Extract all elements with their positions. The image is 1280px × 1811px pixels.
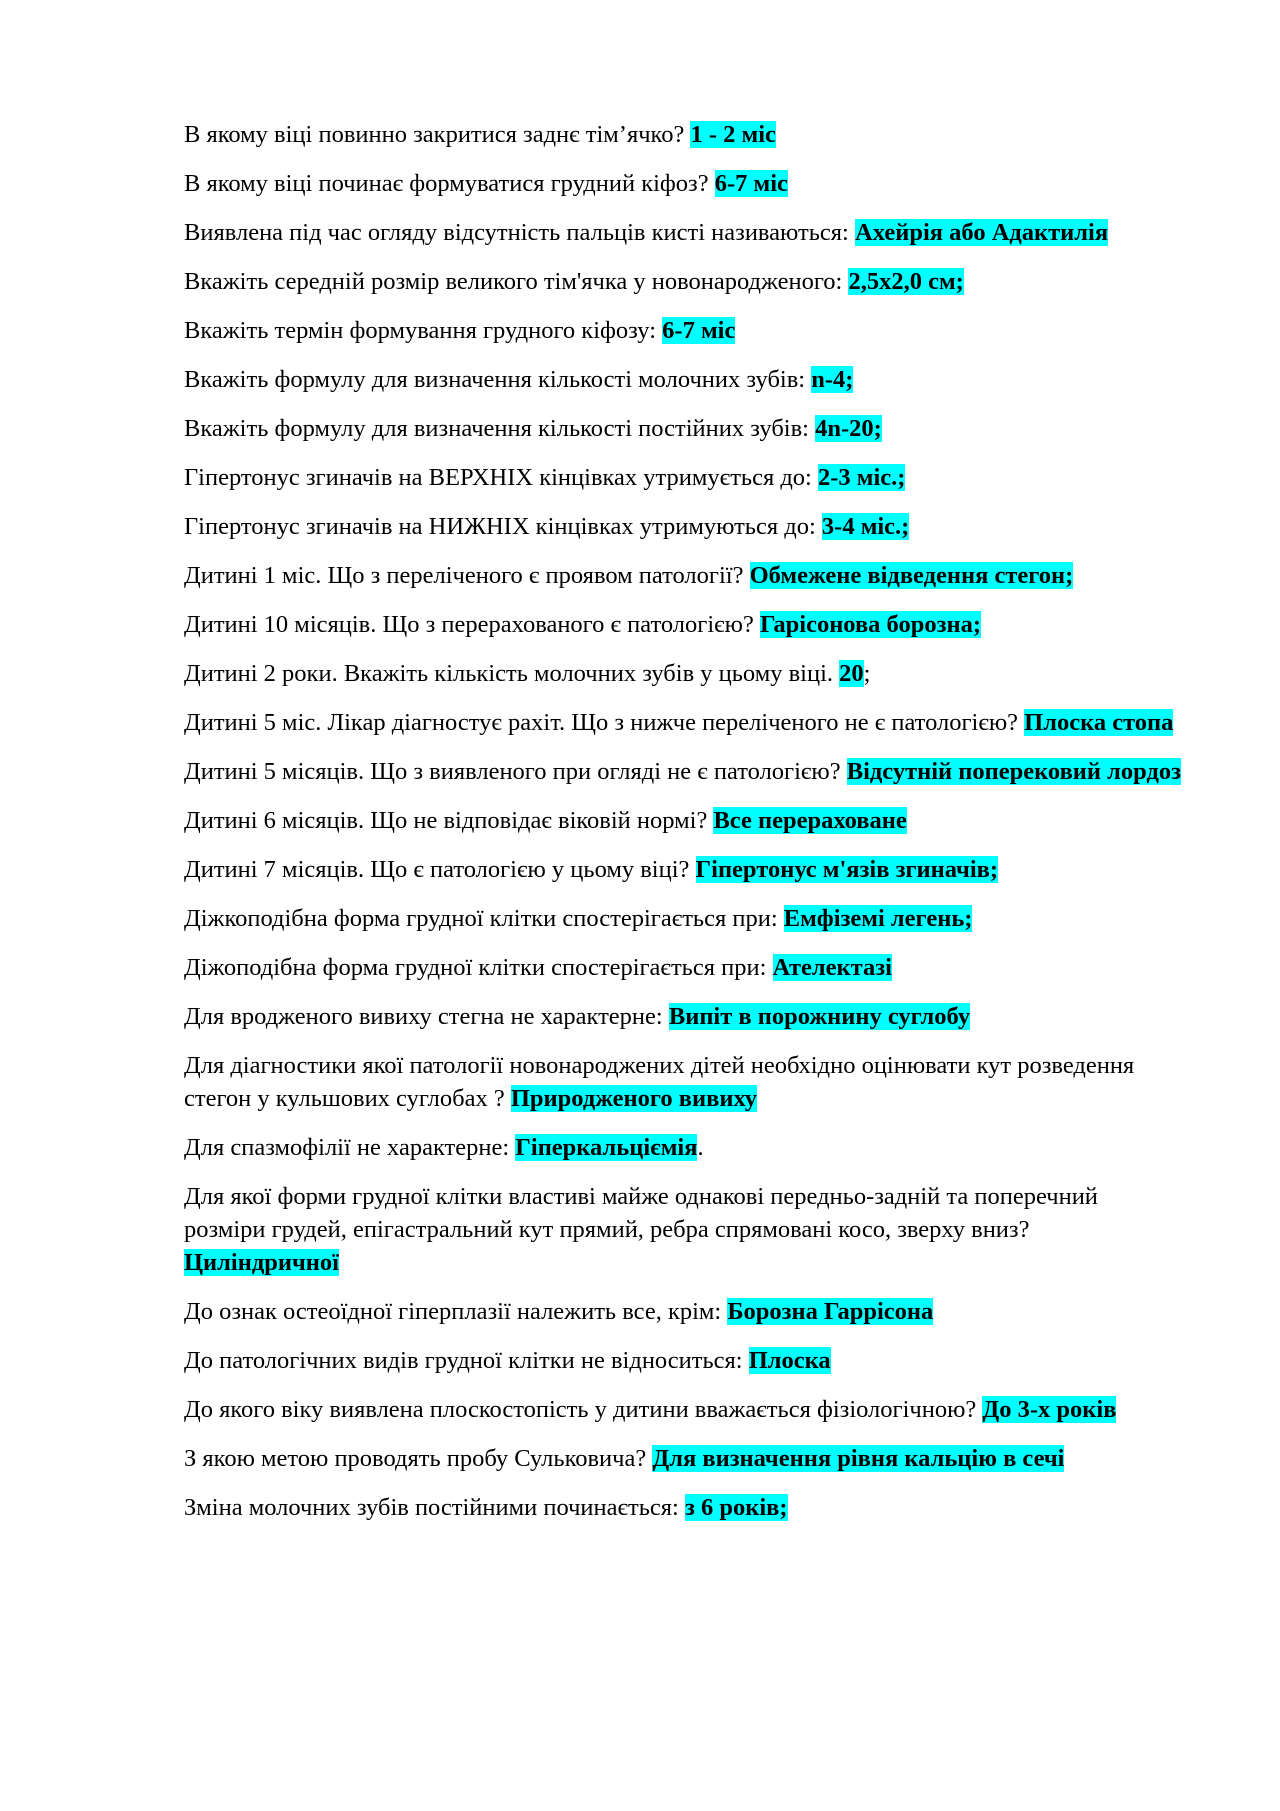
question-text: Для якої форми грудної клітки властиві майже однакові передньо-задній та поперечний розміри грудей, епігастральний кут прямий, ребра спрямовані косо, зверху вниз? xyxy=(184,1183,1098,1243)
question-text: Дитині 1 міс. Що з переліченого є проявом патології? xyxy=(184,562,750,589)
qa-item xyxy=(184,1131,1184,1164)
qa-item xyxy=(184,1491,1184,1524)
question-text: В якому віці повинно закритися заднє тім’ячко? xyxy=(184,121,691,148)
qa-list xyxy=(184,118,1184,1540)
qa-item xyxy=(184,510,1184,543)
answer-highlight: Гарісонова борозна; xyxy=(759,611,981,638)
answer-highlight: Борозна Гаррісона xyxy=(727,1298,934,1325)
answer-highlight: Все перераховане xyxy=(713,807,907,834)
answer-highlight: Випіт в порожнину суглобу xyxy=(668,1003,971,1030)
question-text: До патологічних видів грудної клітки не відноситься: xyxy=(184,1347,749,1374)
answer-highlight: Відсутній поперековий лордоз xyxy=(846,758,1181,785)
qa-item xyxy=(184,608,1184,641)
question-text: До ознак остеоїдної гіперплазії належить все, крім: xyxy=(184,1298,728,1325)
qa-item xyxy=(184,1180,1184,1279)
question-text: Для вродженого вивиху стегна не характерне: xyxy=(184,1003,669,1030)
question-text: Діжкоподібна форма грудної клітки спостерігається при: xyxy=(184,905,784,932)
qa-item xyxy=(184,1344,1184,1377)
question-text: Дитині 5 місяців. Що з виявленого при огляді не є патологією? xyxy=(184,758,847,785)
answer-highlight: 1 - 2 міс xyxy=(690,121,776,148)
qa-item xyxy=(184,363,1184,396)
qa-item xyxy=(184,1393,1184,1426)
answer-highlight: До 3-х років xyxy=(982,1396,1117,1423)
qa-item xyxy=(184,657,1184,690)
question-text: Зміна молочних зубів постійними починається: xyxy=(184,1494,685,1521)
answer-highlight: Для визначення рівня кальцію в сечі xyxy=(652,1445,1065,1472)
question-text: Для діагностики якої патології новонароджених дітей необхідно оцінювати кут розведення стегон у кульшових суглобах ? xyxy=(184,1052,1135,1112)
qa-item xyxy=(184,265,1184,298)
answer-highlight: 2-3 міс.; xyxy=(818,464,906,491)
answer-highlight: n-4; xyxy=(811,366,854,393)
answer-highlight: 6-7 міс xyxy=(662,317,736,344)
question-text: Дитині 6 місяців. Що не відповідає віковій нормі? xyxy=(184,807,714,834)
question-text: Дитині 7 місяців. Що є патологією у цьому віці? xyxy=(184,856,696,883)
qa-item xyxy=(184,1295,1184,1328)
answer-highlight: Плоска xyxy=(748,1347,831,1374)
answer-highlight: Природженого вивиху xyxy=(510,1085,758,1112)
qa-item xyxy=(184,951,1184,984)
qa-item xyxy=(184,461,1184,494)
qa-item xyxy=(184,314,1184,347)
question-text: Вкажіть формулу для визначення кількості постійних зубів: xyxy=(184,415,816,442)
question-text: З якою метою проводять пробу Сульковича? xyxy=(184,1445,653,1472)
answer-highlight: 2,5х2,0 см; xyxy=(848,268,964,295)
answer-highlight: з 6 років; xyxy=(685,1494,788,1521)
trailing-punctuation: ; xyxy=(863,660,871,687)
question-text: Вкажіть формулу для визначення кількості молочних зубів: xyxy=(184,366,812,393)
question-text: Виявлена під час огляду відсутність пальців кисті називаються: xyxy=(184,219,855,246)
answer-highlight: 3-4 міс.; xyxy=(821,513,910,540)
qa-item xyxy=(184,1442,1184,1475)
answer-highlight: 20 xyxy=(839,660,864,687)
qa-item xyxy=(184,902,1184,935)
question-text: Діжоподібна форма грудної клітки спостерігається при: xyxy=(184,954,773,981)
qa-item xyxy=(184,853,1184,886)
qa-item xyxy=(184,804,1184,837)
answer-highlight: 4n-20; xyxy=(815,415,882,442)
question-text: Гіпертонус згиначів на ВЕРХНІХ кінцівках утримується до: xyxy=(184,464,818,491)
qa-item xyxy=(184,559,1184,592)
question-text: Вкажіть термін формування грудного кіфозу: xyxy=(184,317,663,344)
qa-item xyxy=(184,1000,1184,1033)
question-text: До якого віку виявлена плоскостопість у дитини вважається фізіологічною? xyxy=(184,1396,983,1423)
question-text: Вкажіть середній розмір великого тім'ячка у новонародженого: xyxy=(184,268,849,295)
qa-item xyxy=(184,755,1184,788)
qa-item xyxy=(184,118,1184,151)
answer-highlight: Емфіземі легень; xyxy=(783,905,973,932)
qa-item xyxy=(184,412,1184,445)
qa-item xyxy=(184,216,1184,249)
question-text: В якому віці починає формуватися грудний кіфоз? xyxy=(184,170,715,197)
qa-item xyxy=(184,706,1184,739)
trailing-punctuation: . xyxy=(697,1134,704,1161)
question-text: Для спазмофілії не характерне: xyxy=(184,1134,516,1161)
qa-item xyxy=(184,1049,1184,1115)
answer-highlight: Гіперкальціємія xyxy=(515,1134,698,1161)
answer-highlight: Ахейрія або Адактилія xyxy=(855,219,1109,246)
question-text: Дитині 2 роки. Вкажіть кількість молочних зубів у цьому віці. xyxy=(184,660,840,687)
answer-highlight: Плоска стопа xyxy=(1024,709,1174,736)
answer-highlight: Гіпертонус м'язів згиначів; xyxy=(695,856,999,883)
question-text: Дитині 5 міс. Лікар діагностує рахіт. Що з нижче переліченого не є патологією? xyxy=(184,709,1025,736)
answer-highlight: Циліндричної xyxy=(184,1249,339,1276)
qa-item xyxy=(184,167,1184,200)
answer-highlight: 6-7 міс xyxy=(714,170,788,197)
question-text: Гіпертонус згиначів на НИЖНІХ кінцівках утримуються до: xyxy=(184,513,822,540)
answer-highlight: Ателектазі xyxy=(772,954,892,981)
answer-highlight: Обмежене відведення стегон; xyxy=(749,562,1074,589)
question-text: Дитині 10 місяців. Що з перерахованого є патологією? xyxy=(184,611,760,638)
